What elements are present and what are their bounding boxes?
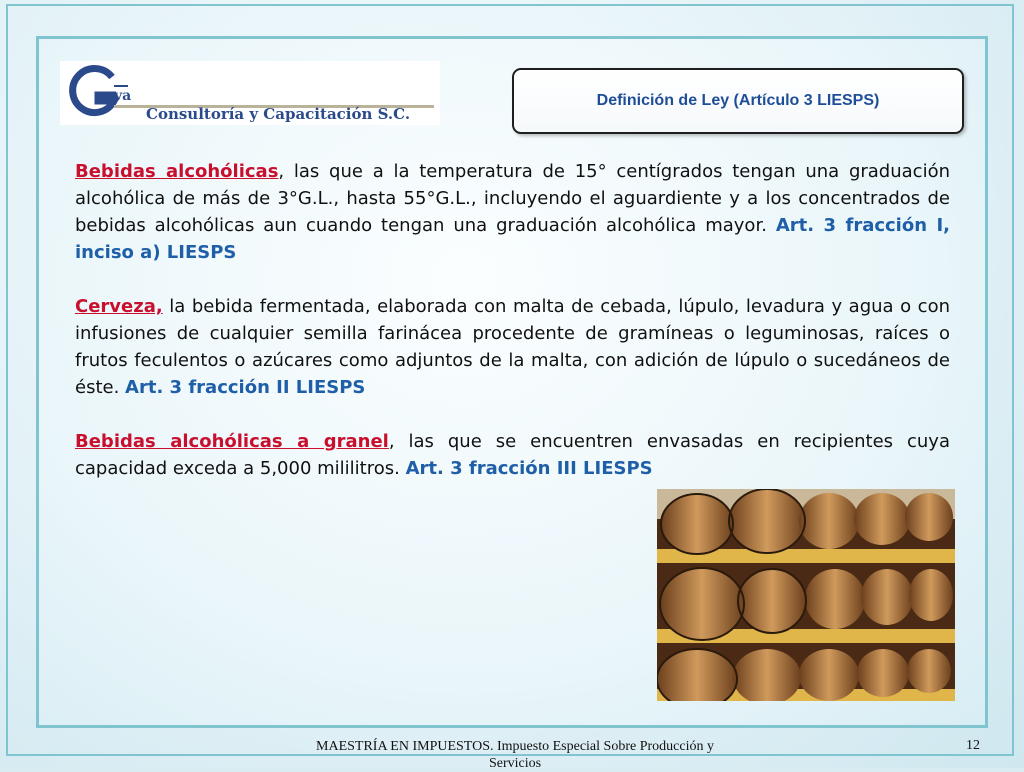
law-reference: Art. 3 fracción I, inciso a) LIESPS xyxy=(75,215,951,263)
definition-paragraph xyxy=(75,158,950,266)
definition-title: Definición de Ley (Artículo 3 LIESPS) xyxy=(596,92,880,109)
footer-text: MAESTRÍA EN IMPUESTOS. Impuesto Especial Sobre Producción y Servicios xyxy=(316,739,714,771)
page-number: 12 xyxy=(966,738,980,753)
law-reference: Art. 3 fracción II LIESPS xyxy=(125,377,366,398)
logo-accent-line xyxy=(114,85,128,87)
definitions-body xyxy=(75,158,950,509)
logo-company-name: Consultoría y Capacitación S.C. xyxy=(146,105,411,123)
definition-paragraph xyxy=(75,428,950,482)
barrels-photo xyxy=(657,489,955,701)
barrels-illustration xyxy=(657,489,955,701)
definition-text: la bebida fermentada, elaborada con malta de cebada, lúpulo, levadura y agua o con infusiones de cualquier semilla farinácea procedente de gramíneas o leguminosas, raíces o frutos feculentos o azúcares como adjuntos de la malta, con adición de lúpulo o sucedáneos de éste. xyxy=(75,296,950,398)
term-bebidas-alcoholicas: Bebidas alcohólicas xyxy=(75,161,279,182)
company-logo xyxy=(60,61,440,125)
law-reference: Art. 3 fracción III LIESPS xyxy=(405,458,653,479)
definition-text: , las que a la temperatura de 15° centígrados tengan una graduación alcohólica de más de 3°G.L., hasta 55°G.L., incluyendo el aguardiente y a los concentrados de bebidas alcohólicas aun cuando tengan una graduación alcohólica mayor. xyxy=(75,161,950,236)
definition-paragraph xyxy=(75,293,950,401)
term-cerveza: Cerveza, xyxy=(75,296,163,317)
g-logo-icon xyxy=(64,63,120,123)
term-bebidas-a-granel: Bebidas alcohólicas a granel xyxy=(75,431,389,452)
definition-header-box xyxy=(512,68,964,134)
definition-text: , las que se encuentren envasadas en recipientes cuya capacidad exceda a 5,000 mililitros. xyxy=(75,431,950,479)
logo-initials: va xyxy=(114,88,132,104)
